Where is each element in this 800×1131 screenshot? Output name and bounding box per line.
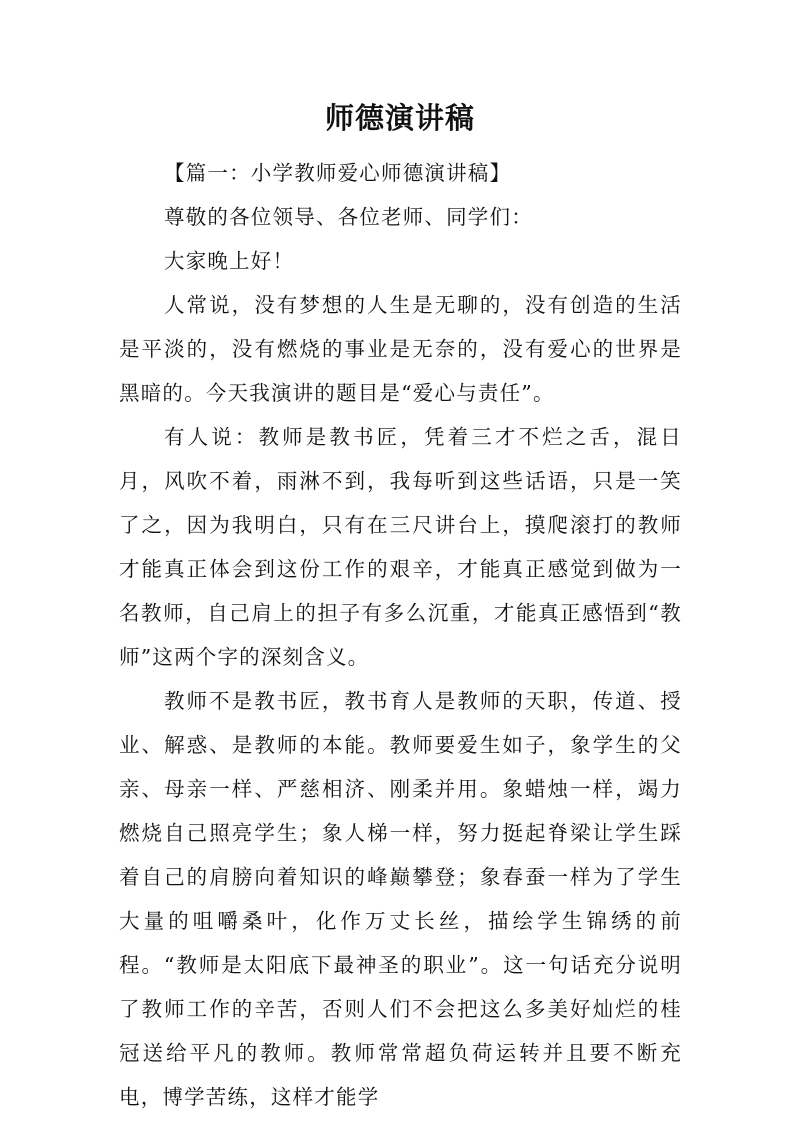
body-paragraph: 人常说，没有梦想的人生是无聊的，没有创造的生活是平淡的，没有燃烧的事业是无奈的，没有爱心的世界是黑暗的。今天我演讲的题目是“爱心与责任”。 xyxy=(119,293,682,405)
document-title: 师德演讲稿 xyxy=(324,101,475,135)
greeting: 大家晚上好！ xyxy=(164,249,295,273)
body-paragraph: 有人说：教师是教书匠，凭着三才不烂之舌，混日月，风吹不着，雨淋不到，我每听到这些话语，只是一笑了之，因为我明白，只有在三尺讲台上，摸爬滚打的教师才能真正体会到这份工作的艰辛，才能真正感觉到做为一名教师，自己肩上的担子有多么沉重，才能真正感悟到“教师”这两个字的深刻含义。 xyxy=(119,425,682,669)
body-paragraph: 教师不是教书匠，教书育人是教师的天职，传道、授业、解惑、是教师的本能。教师要爱生如子，象学生的父亲、母亲一样、严慈相济、刚柔并用。象蜡烛一样，竭力燃烧自己照亮学生；象人梯一样，努力挺起脊梁让学生踩着自己的肩膀向着知识的峰巅攀登；象春蚕一样为了学生大量的咀嚼桑叶，化作万丈长丝，描绘学生锦绣的前程。“教师是太阳底下最神圣的职业”。这一句话充分说明了教师工作的辛苦，否则人们不会把这么多美好灿烂的桂冠送给平凡的教师。教师常常超负荷运转并且要不断充电，博学苦练，这样才能学 xyxy=(119,689,682,1109)
section-heading: 【篇一：小学教师爱心师德演讲稿】 xyxy=(164,161,512,185)
salutation: 尊敬的各位领导、各位老师、同学们： xyxy=(164,205,533,229)
document-body xyxy=(119,151,682,1119)
